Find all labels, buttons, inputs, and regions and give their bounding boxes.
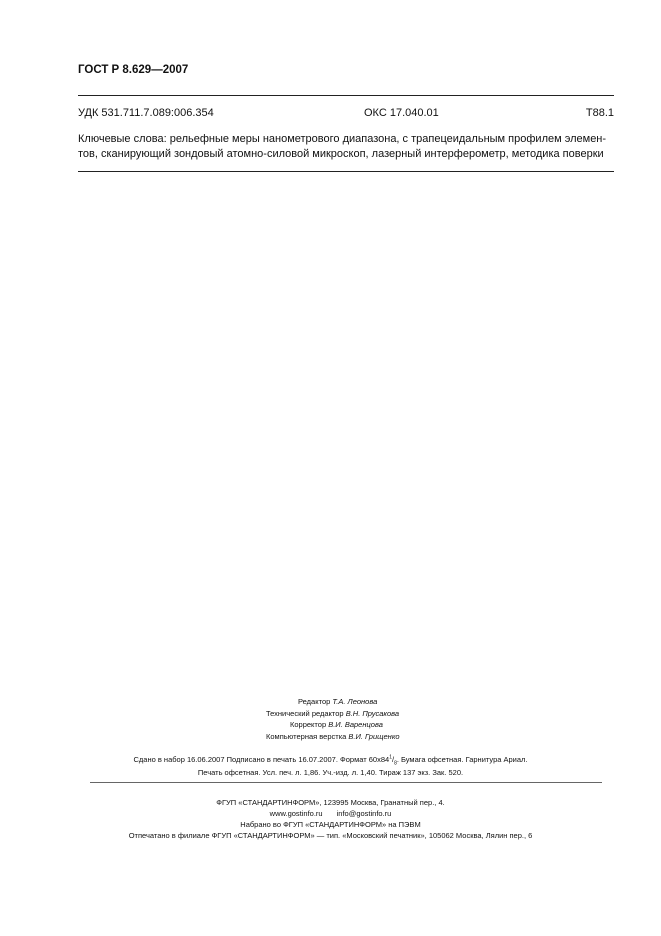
udk-code: УДК 531.711.7.089:006.354: [78, 107, 214, 119]
credit-role: Корректор: [290, 720, 327, 729]
credit-editor: [298, 696, 377, 708]
publisher-block: [0, 797, 661, 841]
keywords-block: [78, 132, 618, 162]
print-info-block: [0, 753, 661, 779]
credit-person: В.И. Варенцова: [328, 720, 383, 729]
publisher-address: ФГУП «СТАНДАРТИНФОРМ», 123995 Москва, Гранатный пер., 4.: [216, 798, 445, 807]
keywords-line-2: тов, сканирующий зондовый атомно-силовой микроскоп, лазерный интерферометр, методика поверки: [78, 148, 604, 160]
oks-code: ОКС 17.040.01: [364, 107, 439, 119]
publisher-website[interactable]: www.gostinfo.ru: [269, 809, 323, 818]
credit-layout: [266, 731, 400, 743]
credit-person: В.И. Грищенко: [348, 731, 400, 741]
keywords-divider: [78, 171, 614, 172]
format-numerator: 1: [389, 754, 392, 761]
publisher-email[interactable]: info@gostinfo.ru: [336, 809, 392, 818]
publisher-contacts: [0, 808, 661, 819]
credit-role: Компьютерная верстка: [266, 731, 347, 741]
keywords-line-1: Ключевые слова: рельефные меры нанометрового диапазона, с трапецеидальным профилем элемен-: [78, 133, 607, 145]
document-code: ГОСТ Р 8.629—2007: [78, 64, 189, 76]
publisher-typeset: Набрано во ФГУП «СТАНДАРТИНФОРМ» на ПЭВМ: [240, 820, 421, 829]
print-info-paper: . Бумага офсетная. Гарнитура Ариал.: [396, 755, 528, 764]
format-denominator: 8: [394, 760, 397, 767]
print-info-divider: [90, 782, 602, 783]
print-info-line-2: Печать офсетная. Усл. печ. л. 1,86. Уч.-изд. л. 1,40. Тираж 137 экз. Зак. 520.: [197, 768, 464, 777]
top-divider: [78, 95, 614, 96]
category-code: Т88.1: [585, 107, 614, 119]
print-info-line-1: [0, 753, 661, 766]
print-info-format: Сдано в набор 16.06.2007 Подписано в печать 16.07.2007. Формат 60x84: [133, 755, 390, 764]
credit-tech-editor: [266, 708, 399, 720]
publisher-printed: Отпечатано в филиале ФГУП «СТАНДАРТИНФОРМ» — тип. «Московский печатник», 105062 Москва, Лялин пер., 6: [128, 831, 533, 840]
credit-person: Т.А. Леонова: [332, 697, 378, 706]
format-slash: /: [391, 755, 395, 764]
credit-role: Редактор: [298, 697, 331, 706]
credit-corrector: [290, 719, 383, 731]
credit-person: В.Н. Прусакова: [345, 708, 400, 718]
credit-role: Технический редактор: [266, 708, 344, 718]
